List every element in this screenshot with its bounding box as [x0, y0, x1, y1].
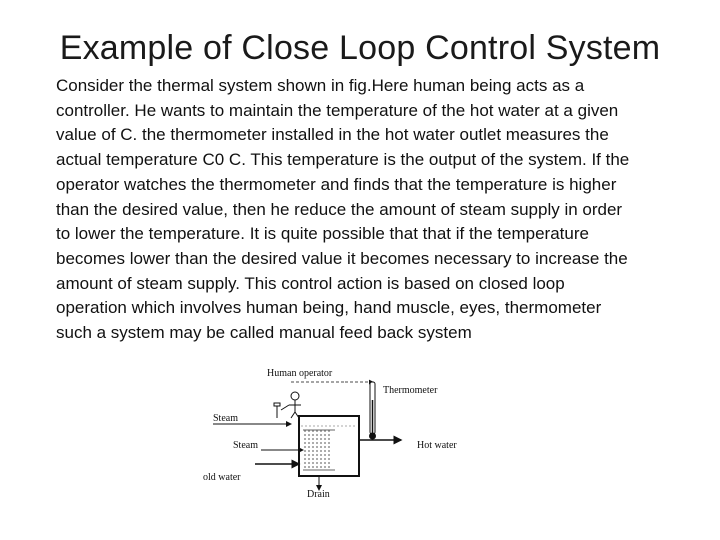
body-line: actual temperature C0 C. This temperature is the output of the system. If the [56, 150, 630, 170]
label-hot-water: Hot water [417, 440, 457, 451]
body-line: controller. He wants to maintain the temperature of the hot water at a given [56, 100, 619, 120]
body-line: Consider the thermal system shown in fig.Here human being acts as a [56, 76, 585, 95]
body-line: value of C. the thermometer installed in the hot water outlet measures the [56, 125, 609, 145]
body-line: to lower the temperature. It is quite possible that that if the temperature [56, 224, 589, 244]
thermal-system-figure [195, 360, 485, 505]
body-line: such a system may be called manual feed back system [56, 323, 472, 343]
human-operator-icon [281, 392, 301, 418]
label-steam: Steam [233, 440, 258, 451]
body-line: amount of steam supply. This control action is based on closed loop [56, 273, 565, 293]
slide-title: Example of Close Loop Control System [59, 29, 661, 67]
body-line: operation which involves human being, hand muscle, eyes, thermometer [56, 298, 602, 318]
body-line: operator watches the thermometer and finds that the temperature is higher [56, 174, 617, 194]
steam-valve-icon [274, 403, 280, 418]
label-cold-water: old water [203, 472, 241, 483]
body-line: than the desired value, then he reduce the amount of steam supply in order [56, 199, 623, 219]
body-paragraph [56, 74, 686, 346]
label-thermometer: Thermometer [383, 385, 438, 396]
label-human-operator: Human operator [267, 368, 333, 379]
label-steam-in: Steam [213, 413, 238, 424]
label-drain: Drain [307, 489, 330, 500]
thermometer-icon [369, 382, 376, 440]
water-tank [299, 416, 359, 476]
body-line: becomes lower than the desired value it becomes necessary to increase the [56, 248, 628, 268]
thermal-system-diagram [195, 360, 485, 505]
